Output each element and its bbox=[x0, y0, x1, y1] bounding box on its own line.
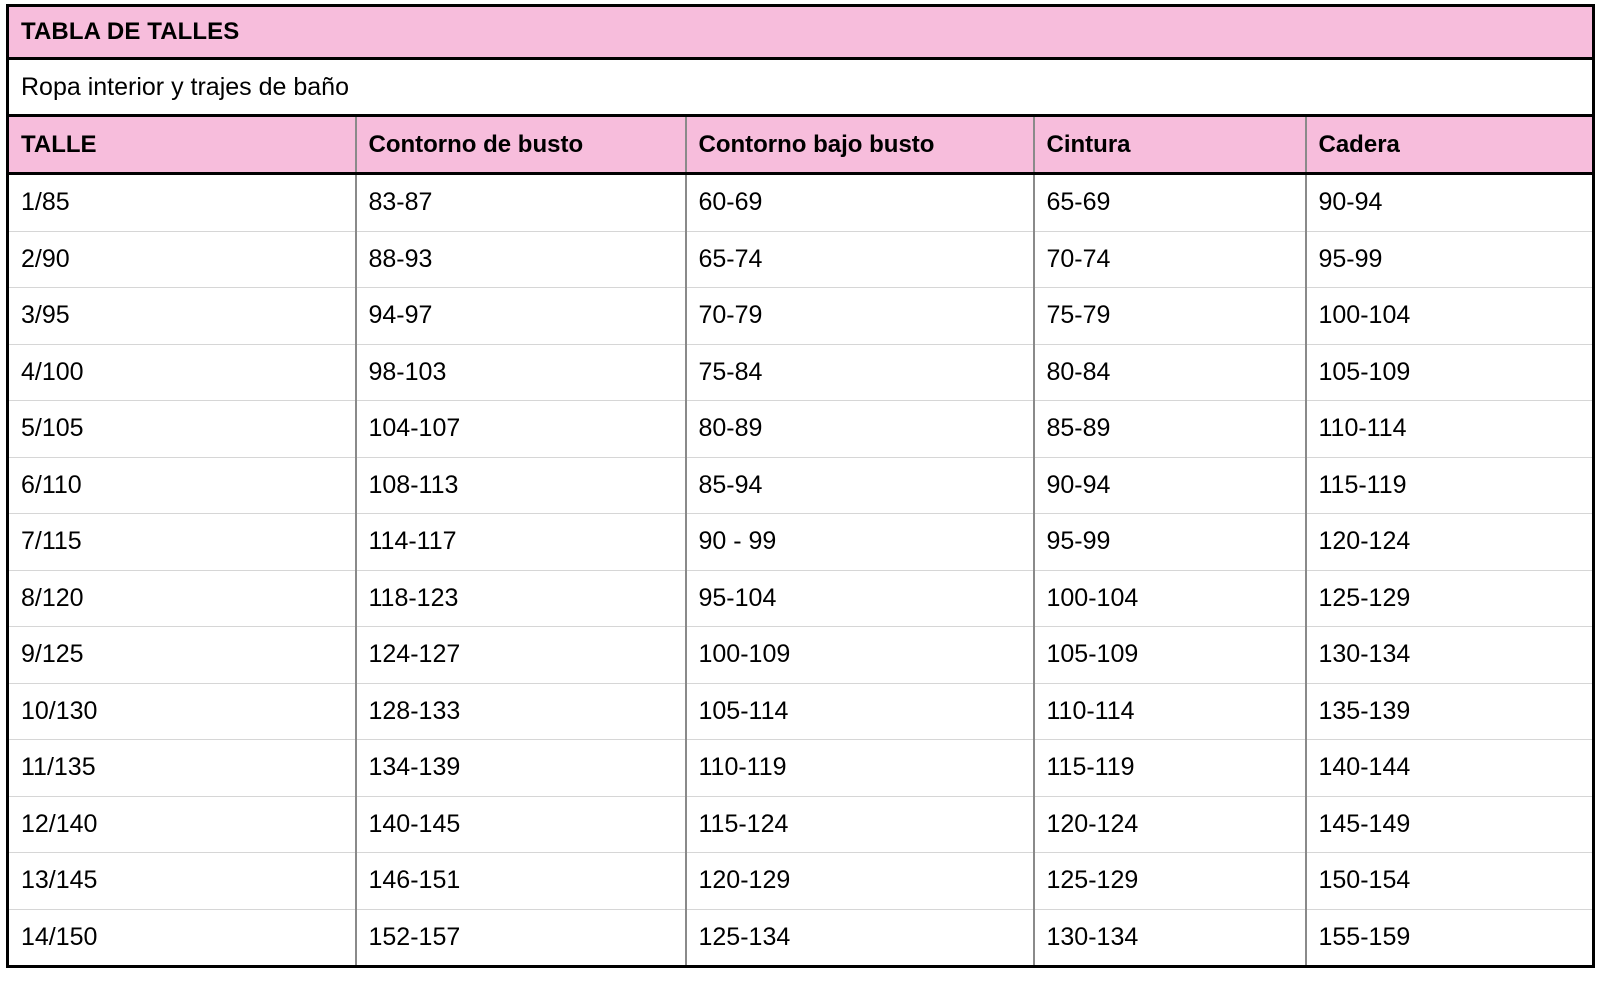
cell-cintura: 110-114 bbox=[1034, 683, 1306, 740]
cell-talle: 10/130 bbox=[8, 683, 356, 740]
cell-contorno-bajo-busto: 60-69 bbox=[686, 174, 1034, 232]
cell-talle: 1/85 bbox=[8, 174, 356, 232]
cell-contorno-bajo-busto: 85-94 bbox=[686, 457, 1034, 514]
column-header-contorno-bajo-busto: Contorno bajo busto bbox=[686, 116, 1034, 174]
cell-cadera: 100-104 bbox=[1306, 288, 1594, 345]
cell-talle: 5/105 bbox=[8, 401, 356, 458]
cell-contorno-busto: 108-113 bbox=[356, 457, 686, 514]
cell-cintura: 125-129 bbox=[1034, 853, 1306, 910]
cell-talle: 14/150 bbox=[8, 909, 356, 967]
column-header-talle: TALLE bbox=[8, 116, 356, 174]
table-row bbox=[8, 344, 1594, 401]
cell-cintura: 65-69 bbox=[1034, 174, 1306, 232]
table-row bbox=[8, 288, 1594, 345]
table-row bbox=[8, 627, 1594, 684]
cell-contorno-bajo-busto: 105-114 bbox=[686, 683, 1034, 740]
cell-contorno-busto: 94-97 bbox=[356, 288, 686, 345]
cell-contorno-busto: 152-157 bbox=[356, 909, 686, 967]
size-chart-table bbox=[6, 4, 1595, 968]
cell-talle: 7/115 bbox=[8, 514, 356, 571]
cell-talle: 13/145 bbox=[8, 853, 356, 910]
cell-contorno-bajo-busto: 65-74 bbox=[686, 231, 1034, 288]
cell-contorno-busto: 146-151 bbox=[356, 853, 686, 910]
cell-contorno-bajo-busto: 75-84 bbox=[686, 344, 1034, 401]
cell-talle: 3/95 bbox=[8, 288, 356, 345]
cell-cadera: 140-144 bbox=[1306, 740, 1594, 797]
table-row bbox=[8, 683, 1594, 740]
cell-contorno-busto: 83-87 bbox=[356, 174, 686, 232]
table-header-row bbox=[8, 116, 1594, 174]
cell-talle: 4/100 bbox=[8, 344, 356, 401]
page-subtitle: Ropa interior y trajes de baño bbox=[8, 59, 1594, 116]
page-title: TABLA DE TALLES bbox=[8, 6, 1594, 59]
cell-cadera: 150-154 bbox=[1306, 853, 1594, 910]
title-row bbox=[8, 6, 1594, 59]
cell-talle: 2/90 bbox=[8, 231, 356, 288]
table-row bbox=[8, 570, 1594, 627]
cell-cintura: 80-84 bbox=[1034, 344, 1306, 401]
cell-contorno-busto: 134-139 bbox=[356, 740, 686, 797]
cell-cadera: 110-114 bbox=[1306, 401, 1594, 458]
column-header-cadera: Cadera bbox=[1306, 116, 1594, 174]
column-header-contorno-busto: Contorno de busto bbox=[356, 116, 686, 174]
table-row bbox=[8, 514, 1594, 571]
cell-talle: 12/140 bbox=[8, 796, 356, 853]
cell-contorno-bajo-busto: 100-109 bbox=[686, 627, 1034, 684]
table-row bbox=[8, 457, 1594, 514]
cell-contorno-bajo-busto: 95-104 bbox=[686, 570, 1034, 627]
cell-contorno-bajo-busto: 70-79 bbox=[686, 288, 1034, 345]
cell-contorno-busto: 104-107 bbox=[356, 401, 686, 458]
table-row bbox=[8, 740, 1594, 797]
table-row bbox=[8, 796, 1594, 853]
cell-contorno-bajo-busto: 120-129 bbox=[686, 853, 1034, 910]
cell-cadera: 90-94 bbox=[1306, 174, 1594, 232]
cell-cintura: 75-79 bbox=[1034, 288, 1306, 345]
cell-cintura: 120-124 bbox=[1034, 796, 1306, 853]
table-row bbox=[8, 853, 1594, 910]
subtitle-row bbox=[8, 59, 1594, 116]
cell-contorno-busto: 114-117 bbox=[356, 514, 686, 571]
cell-contorno-busto: 140-145 bbox=[356, 796, 686, 853]
cell-cadera: 115-119 bbox=[1306, 457, 1594, 514]
cell-cadera: 105-109 bbox=[1306, 344, 1594, 401]
cell-cadera: 120-124 bbox=[1306, 514, 1594, 571]
cell-cintura: 115-119 bbox=[1034, 740, 1306, 797]
cell-cintura: 95-99 bbox=[1034, 514, 1306, 571]
cell-cintura: 130-134 bbox=[1034, 909, 1306, 967]
cell-cintura: 70-74 bbox=[1034, 231, 1306, 288]
cell-contorno-busto: 118-123 bbox=[356, 570, 686, 627]
cell-cadera: 155-159 bbox=[1306, 909, 1594, 967]
table-row bbox=[8, 231, 1594, 288]
cell-cintura: 90-94 bbox=[1034, 457, 1306, 514]
cell-talle: 6/110 bbox=[8, 457, 356, 514]
column-header-cintura: Cintura bbox=[1034, 116, 1306, 174]
cell-cadera: 145-149 bbox=[1306, 796, 1594, 853]
table-row bbox=[8, 909, 1594, 967]
cell-cintura: 100-104 bbox=[1034, 570, 1306, 627]
cell-talle: 9/125 bbox=[8, 627, 356, 684]
cell-cintura: 85-89 bbox=[1034, 401, 1306, 458]
table-row bbox=[8, 174, 1594, 232]
cell-contorno-bajo-busto: 80-89 bbox=[686, 401, 1034, 458]
cell-contorno-busto: 128-133 bbox=[356, 683, 686, 740]
cell-contorno-bajo-busto: 90 - 99 bbox=[686, 514, 1034, 571]
cell-contorno-busto: 88-93 bbox=[356, 231, 686, 288]
cell-contorno-busto: 98-103 bbox=[356, 344, 686, 401]
cell-talle: 11/135 bbox=[8, 740, 356, 797]
cell-cintura: 105-109 bbox=[1034, 627, 1306, 684]
cell-cadera: 135-139 bbox=[1306, 683, 1594, 740]
cell-contorno-busto: 124-127 bbox=[356, 627, 686, 684]
cell-contorno-bajo-busto: 115-124 bbox=[686, 796, 1034, 853]
cell-contorno-bajo-busto: 125-134 bbox=[686, 909, 1034, 967]
cell-cadera: 130-134 bbox=[1306, 627, 1594, 684]
cell-talle: 8/120 bbox=[8, 570, 356, 627]
cell-cadera: 125-129 bbox=[1306, 570, 1594, 627]
cell-contorno-bajo-busto: 110-119 bbox=[686, 740, 1034, 797]
cell-cadera: 95-99 bbox=[1306, 231, 1594, 288]
table-row bbox=[8, 401, 1594, 458]
